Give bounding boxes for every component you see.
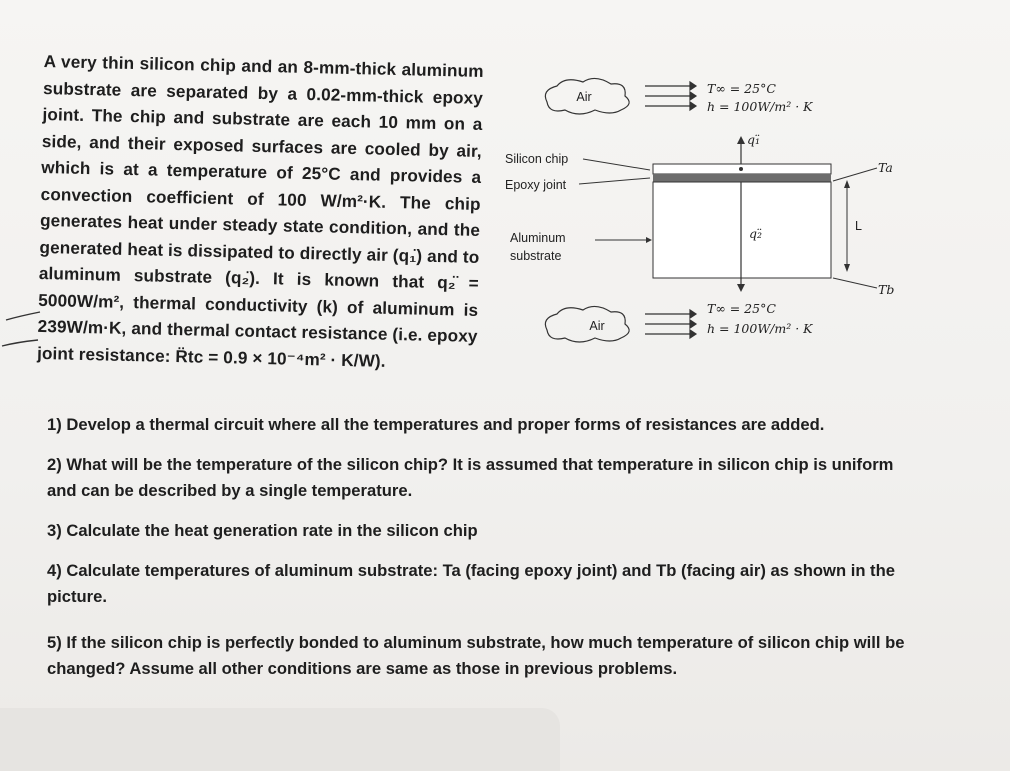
problem-statement: [37, 48, 484, 376]
statement-line: which is at a temperature of 25°C and provides a: [41, 156, 482, 187]
epoxy-joint-layer: [653, 174, 831, 182]
air-bottom-label: Air: [589, 319, 605, 333]
air-cloud-bottom: [545, 306, 629, 342]
tb-leader-line: [833, 278, 877, 288]
q2-label: q₂̈: [749, 226, 763, 241]
epoxy-leader-line: [579, 178, 650, 184]
ta-label: Ta: [878, 160, 893, 175]
ta-leader-line: [833, 168, 877, 181]
q2-arrowhead: [737, 284, 745, 292]
statement-line: 239W/m·K, and thermal contact resistance (i.e. epoxy: [37, 315, 478, 346]
flow-arrows-top: [645, 82, 696, 110]
statement-line: joint. The chip and substrate are each 10 mm on a: [42, 103, 483, 134]
statement-line: A very thin silicon chip and an 8-mm-thick aluminum: [43, 50, 484, 81]
tb-label: Tb: [878, 282, 895, 297]
chip-substrate-diagram: [495, 72, 925, 352]
q1-label: q₁̈: [747, 132, 761, 147]
statement-line: 5000W/m², thermal conductivity (k) of aluminum is: [38, 289, 479, 320]
redaction-blob: [0, 708, 560, 771]
label-aluminum: Aluminum: [510, 231, 566, 245]
flow-arrows-bottom: [645, 310, 696, 338]
bottom-convection-coeff: h = 100W/m² · K: [707, 321, 813, 336]
label-epoxy-joint: Epoxy joint: [505, 178, 567, 192]
question-1: 1) Develop a thermal circuit where all the temperatures and proper forms of resistances are added.: [47, 415, 825, 434]
statement-line: aluminum substrate (q₂̈). It is known that q₂̈ =: [38, 262, 480, 293]
q1-arrowhead: [737, 136, 745, 144]
statement-line: joint resistance: R̈tc = 0.9 × 10⁻⁴m² · K/W).: [36, 342, 386, 371]
top-convection-coeff: h = 100W/m² · K: [707, 99, 813, 114]
length-arrow-bottom: [844, 264, 850, 272]
statement-line: convection coefficient of 100 W/m²·K. The chip: [40, 183, 481, 214]
air-top-label: Air: [576, 90, 592, 104]
aluminum-leader-arrowhead: [646, 237, 652, 243]
chip-leader-line: [583, 159, 650, 170]
label-substrate: substrate: [510, 249, 562, 263]
pen-stroke-mark: [0, 290, 60, 360]
question-4: 4) Calculate temperatures of aluminum substrate: Ta (facing epoxy joint) and Tb (facing air) as shown in the picture.: [47, 561, 895, 606]
length-arrow-top: [844, 180, 850, 188]
bottom-ambient-temp: T∞ = 25°C: [707, 301, 776, 316]
diagram-svg: [495, 72, 925, 352]
question-3: 3) Calculate the heat generation rate in the silicon chip: [47, 521, 478, 540]
air-cloud-top: [545, 78, 629, 114]
statement-line: generated heat is dissipated to directly air (q₁̈) and to: [39, 236, 480, 267]
label-silicon-chip: Silicon chip: [505, 152, 569, 166]
statement-line: substrate are separated by a 0.02-mm-thick epoxy: [42, 77, 484, 108]
statement-line: generates heat under steady state condition, and the: [39, 209, 481, 240]
aluminum-substrate-block: [653, 182, 831, 278]
question-5: 5) If the silicon chip is perfectly bonded to aluminum substrate, how much temperature of silicon chip will be changed? Assume all other conditions are same as those in previous problems.: [47, 633, 905, 678]
chip-center-dot: [739, 167, 743, 171]
statement-line: side, and their exposed surfaces are cooled by air,: [41, 130, 483, 161]
length-label: L: [855, 219, 862, 233]
question-list: [47, 412, 927, 682]
top-ambient-temp: T∞ = 25°C: [707, 81, 776, 96]
question-2: 2) What will be the temperature of the silicon chip? It is assumed that temperature in silicon chip is uniform and can be described by a single temperature.: [47, 455, 894, 500]
